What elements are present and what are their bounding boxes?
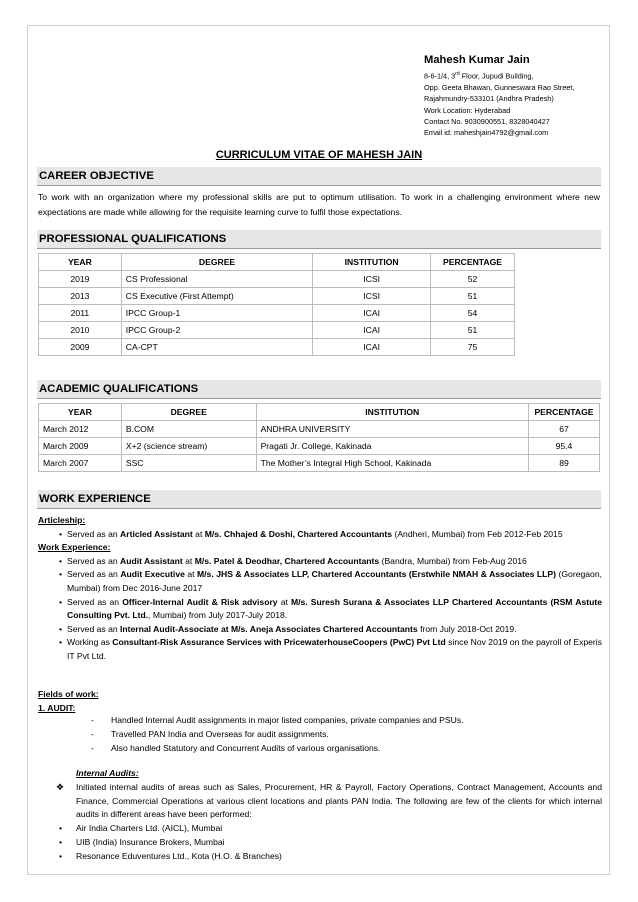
client-item: • Air India Charters Ltd. (AICL), Mumbai — [38, 822, 602, 836]
list-item — [38, 636, 602, 663]
column-header: YEAR — [39, 404, 122, 421]
table-header-row — [39, 254, 515, 271]
table-header-row — [39, 404, 600, 421]
articleship-label: Articleship: — [38, 515, 86, 525]
percentage-cell: 95.4 — [528, 438, 599, 455]
address-line-3: Rajahmundry-533101 (Andhra Pradesh) — [424, 94, 554, 104]
table-row — [39, 438, 600, 455]
column-header: PERCENTAGE — [431, 254, 515, 271]
institution-cell: ICAI — [313, 339, 431, 356]
articleship-list — [38, 528, 602, 542]
year-cell: 2019 — [39, 271, 122, 288]
year-cell: 2013 — [39, 288, 122, 305]
degree-cell: CA-CPT — [121, 339, 312, 356]
list-item — [38, 596, 602, 623]
column-header: DEGREE — [121, 404, 256, 421]
list-item-text: at — [184, 569, 198, 580]
year-cell: 2009 — [39, 339, 122, 356]
year-cell: 2010 — [39, 322, 122, 339]
fields-of-work-label: Fields of work: — [38, 689, 99, 699]
list-item — [38, 528, 602, 542]
address-line-2: Opp. Geeta Bhawan, Gunneswara Rao Street, — [424, 82, 575, 92]
email: Email id: maheshjain4792@gmail.com — [424, 128, 549, 138]
table-row — [39, 271, 515, 288]
institution-cell: Pragati Jr. College, Kakinada — [256, 438, 528, 455]
list-item-text: M/s. Suresh Surana & Associates LLP Chartered Accountants (RSM Astute Consulting Pvt. Ltd. — [67, 596, 602, 621]
degree-cell: IPCC Group-1 — [121, 305, 312, 322]
list-item-text: Internal Audit-Associate at M/s. Aneja Associates Chartered Accountants — [120, 623, 418, 634]
list-item-text: Audit Executive — [120, 569, 185, 580]
year-cell: 2011 — [39, 305, 122, 322]
table-row — [39, 339, 515, 356]
list-item-text: (Andheri, Mumbai) from Feb 2012-Feb 2015 — [392, 528, 563, 539]
institution-cell: ICSI — [313, 288, 431, 305]
percentage-cell: 54 — [431, 305, 515, 322]
contact-block — [424, 53, 574, 139]
percentage-cell: 51 — [431, 322, 515, 339]
column-header: YEAR — [39, 254, 122, 271]
client-item: • Resonance Eduventures Ltd., Kota (H.O. & Branches) — [38, 850, 602, 864]
table-row — [39, 322, 515, 339]
percentage-cell: 75 — [431, 339, 515, 356]
degree-cell: IPCC Group-2 — [121, 322, 312, 339]
list-item-text: M/s. Chhajed & Doshi, Chartered Accountants — [204, 528, 393, 539]
experience-list — [38, 555, 602, 664]
diamond-bullet-icon: ❖ — [56, 781, 65, 792]
list-item-text: Working as — [67, 637, 113, 648]
list-item — [38, 623, 602, 637]
list-item-text: (Goregaon, Mumbai) from Dec 2016-June 2017 — [67, 569, 602, 593]
institution-cell: ICAI — [313, 305, 431, 322]
list-item: - Also handled Statutory and Concurrent Audits of various organisations. — [91, 742, 601, 756]
work-experience-block — [38, 514, 602, 664]
percentage-cell: 89 — [528, 455, 599, 472]
table-row — [39, 455, 600, 472]
list-item-text: Officer-Internal Audit & Risk advisory — [122, 596, 278, 607]
work-location: Work Location: Hyderabad — [424, 105, 511, 115]
academic-qualifications-table — [38, 403, 600, 472]
list-item-text: at — [277, 596, 291, 607]
contact-number: Contact No. 9030900551, 8328040427 — [424, 117, 550, 127]
degree-cell: SSC — [121, 455, 256, 472]
table-row — [39, 305, 515, 322]
column-header: INSTITUTION — [256, 404, 528, 421]
section-heading-work: WORK EXPERIENCE — [37, 490, 601, 509]
audit-points — [91, 714, 601, 756]
year-cell: March 2012 — [39, 421, 122, 438]
audit-label: 1. AUDIT: — [38, 702, 76, 713]
percentage-cell: 52 — [431, 271, 515, 288]
address-line-1: 8-6-1/4, 3rd Floor, Jupudi Building, — [424, 71, 534, 81]
fields-of-work-block — [38, 688, 602, 715]
year-cell: March 2009 — [39, 438, 122, 455]
percentage-cell: 67 — [528, 421, 599, 438]
institution-cell: ANDHRA UNIVERSITY — [256, 421, 528, 438]
candidate-name: Mahesh Kumar Jain — [424, 54, 530, 66]
degree-cell: CS Executive (First Attempt) — [121, 288, 312, 305]
list-item-text: M/s. Patel & Deodhar, Chartered Accountants — [194, 555, 380, 566]
year-cell: March 2007 — [39, 455, 122, 472]
list-item-text: Served as an — [67, 596, 123, 607]
list-item-text: since Nov 2019 on the payroll of Experis IT Pvt Ltd. — [67, 637, 603, 661]
professional-qualifications-table — [38, 253, 515, 356]
list-item: - Handled Internal Audit assignments in major listed companies, private companies and PSUs. — [91, 714, 601, 728]
career-objective-text: To work with an organization where my professional skills are put to optimum utilisation. To work in a challenging environment where new expectations are made while allowing for the requisite learning curve to fulfil those expectations. — [38, 192, 600, 217]
list-item-text: , Mumbai) from July 2017-July 2018. — [148, 610, 288, 621]
degree-cell: X+2 (science stream) — [121, 438, 256, 455]
table-row — [39, 421, 600, 438]
list-item-text: Served as an — [67, 569, 121, 580]
list-item-text: from July 2018-Oct 2019. — [417, 623, 517, 634]
list-item-text: (Bandra, Mumbai) from Feb-Aug 2016 — [379, 555, 527, 566]
list-item-text: Audit Assistant — [120, 555, 183, 566]
internal-audits-block — [38, 767, 602, 864]
institution-cell: ICAI — [313, 322, 431, 339]
document-title: CURRICULUM VITAE OF MAHESH JAIN — [215, 149, 423, 161]
institution-cell: The Mother’s Integral High School, Kakinada — [256, 455, 528, 472]
section-heading-professional: PROFESSIONAL QUALIFICATIONS — [37, 230, 601, 249]
table-row — [39, 288, 515, 305]
section-heading-academic: ACADEMIC QUALIFICATIONS — [37, 380, 601, 399]
list-item — [38, 568, 602, 595]
list-item — [38, 555, 602, 569]
column-header: DEGREE — [121, 254, 312, 271]
internal-audits-text: ❖ Initiated internal audits of areas such as Sales, Procurement, HR & Payroll, Factory Operations, Contract Management, Accounts and Finance, Commercial Operations at various client locations and plants PAN India. The following are few of the clients for which internal audits in different areas have been performed: — [56, 781, 602, 820]
column-header: INSTITUTION — [313, 254, 431, 271]
list-item-text: M/s. JHS & Associates LLP, Chartered Accountants (Erstwhile NMAH & Associates LLP) — [197, 569, 557, 580]
work-experience-label: Work Experience: — [38, 542, 111, 553]
list-item-text: Consultant-Risk Assurance Services with PricewaterhouseCoopers (PwC) Pvt Ltd — [112, 637, 446, 648]
institution-cell: ICSI — [313, 271, 431, 288]
list-item-text: Served as an — [67, 623, 121, 634]
internal-audits-label: Internal Audits: — [76, 768, 139, 778]
list-item-text: Articled Assistant — [120, 528, 193, 539]
list-item: - Travelled PAN India and Overseas for audit assignments. — [91, 728, 601, 742]
column-header: PERCENTAGE — [528, 404, 599, 421]
client-item: • UIB (India) Insurance Brokers, Mumbai — [38, 836, 602, 850]
section-heading-career: CAREER OBJECTIVE — [37, 167, 601, 186]
list-item-text: at — [182, 555, 195, 566]
list-item-text: Served as an — [67, 555, 121, 566]
percentage-cell: 51 — [431, 288, 515, 305]
list-item-text: at — [192, 528, 205, 539]
degree-cell: CS Professional — [121, 271, 312, 288]
degree-cell: B.COM — [121, 421, 256, 438]
list-item-text: Served as an — [67, 528, 121, 539]
